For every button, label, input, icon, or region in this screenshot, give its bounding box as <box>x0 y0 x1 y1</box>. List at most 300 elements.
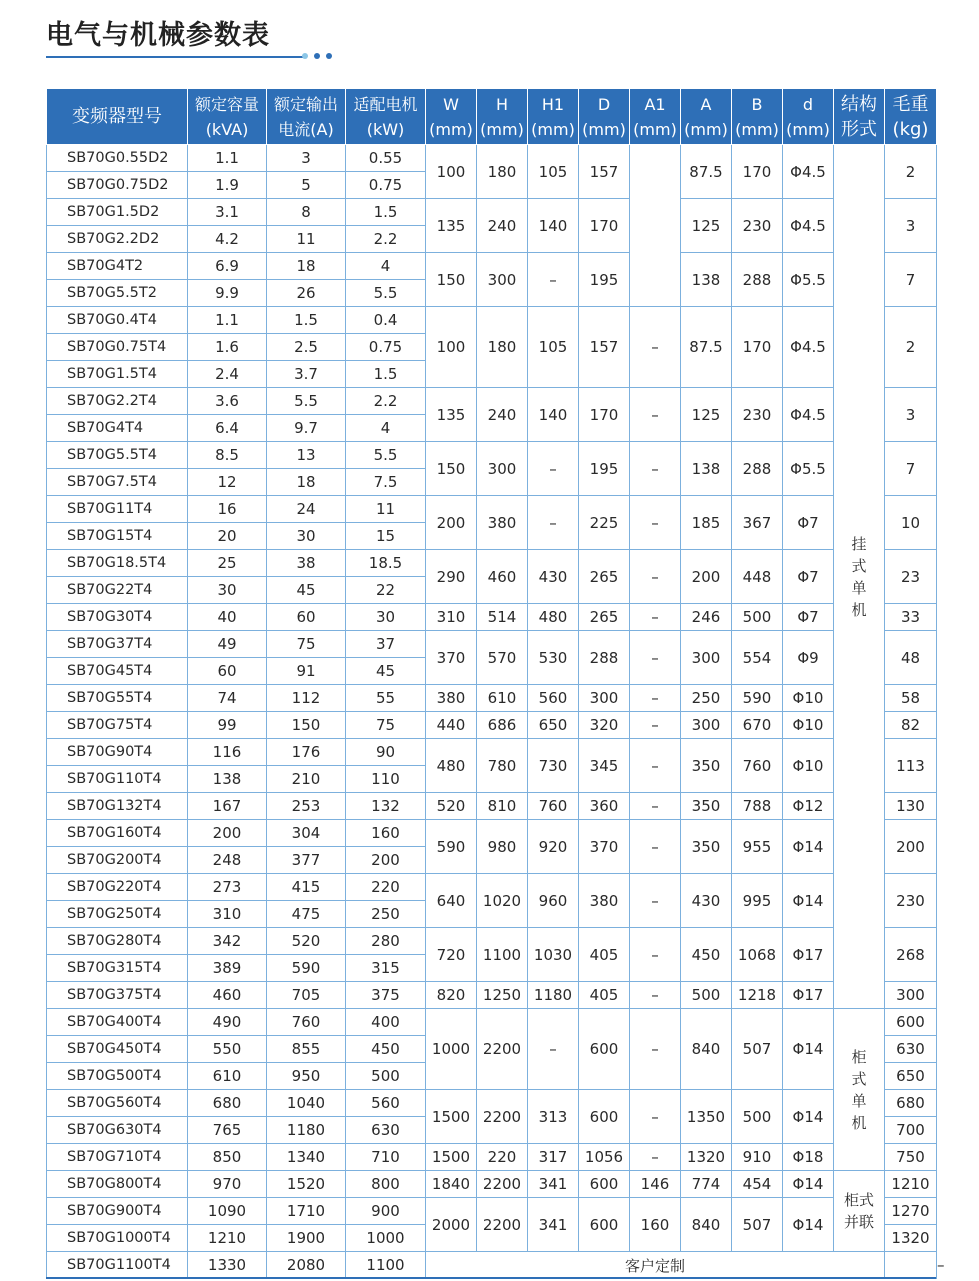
current-cell: 590 <box>267 955 346 982</box>
current-cell: 760 <box>267 1009 346 1036</box>
dim-W-cell: 290 <box>426 550 477 604</box>
bottom-rule <box>46 1277 936 1279</box>
table-row <box>47 739 937 766</box>
table-row <box>47 631 937 658</box>
dim-H-cell: 180 <box>477 145 528 199</box>
dim-B-cell: 670 <box>732 712 783 739</box>
capacity-cell: 60 <box>188 658 267 685</box>
current-cell: 8 <box>267 199 346 226</box>
table-row <box>47 388 937 415</box>
dim-d-cell: Φ17 <box>783 928 834 982</box>
title-underline <box>46 56 304 58</box>
weight-cell: 1320 <box>885 1225 937 1252</box>
capacity-cell: 9.9 <box>188 280 267 307</box>
table-row <box>47 1009 937 1036</box>
capacity-cell: 1.1 <box>188 145 267 172</box>
capacity-cell: 200 <box>188 820 267 847</box>
dim-d-cell: Φ4.5 <box>783 145 834 199</box>
dim-H1-cell: – <box>528 1009 579 1090</box>
capacity-cell: 6.9 <box>188 253 267 280</box>
dim-H1-cell: 960 <box>528 874 579 928</box>
motor-cell: 280 <box>346 928 426 955</box>
current-cell: 9.7 <box>267 415 346 442</box>
capacity-cell: 248 <box>188 847 267 874</box>
dim-d-cell: Φ14 <box>783 820 834 874</box>
dim-W-cell: 380 <box>426 685 477 712</box>
dim-D-cell: 600 <box>579 1171 630 1198</box>
weight-cell: 680 <box>885 1090 937 1117</box>
capacity-cell: 765 <box>188 1117 267 1144</box>
weight-cell: 48 <box>885 631 937 685</box>
model-cell: SB70G250T4 <box>47 901 188 928</box>
dim-A-cell: 125 <box>681 199 732 253</box>
header-current: 额定输出 电流(A) <box>267 89 346 145</box>
dim-A-cell: 250 <box>681 685 732 712</box>
dim-H-cell: 2200 <box>477 1171 528 1198</box>
current-cell: 30 <box>267 523 346 550</box>
model-cell: SB70G0.4T4 <box>47 307 188 334</box>
motor-cell: 1.5 <box>346 361 426 388</box>
table-row <box>47 1144 937 1171</box>
table-row <box>47 685 937 712</box>
dim-B-cell: 230 <box>732 388 783 442</box>
dim-A1-cell: – <box>630 982 681 1009</box>
dim-H-cell: 2200 <box>477 1090 528 1144</box>
dim-A1-cell: – <box>630 739 681 793</box>
dim-H-cell: 380 <box>477 496 528 550</box>
model-cell: SB70G4T2 <box>47 253 188 280</box>
dim-B-cell: 448 <box>732 550 783 604</box>
motor-cell: 450 <box>346 1036 426 1063</box>
model-cell: SB70G900T4 <box>47 1198 188 1225</box>
structure-label: 柜式 并联 <box>843 1191 874 1231</box>
dim-W-cell: 150 <box>426 442 477 496</box>
dim-H1-cell: – <box>528 253 579 307</box>
dim-A-cell: 350 <box>681 793 732 820</box>
header-motor: 适配电机 (kW) <box>346 89 426 145</box>
table-row <box>47 793 937 820</box>
dim-A-cell: 138 <box>681 253 732 307</box>
dim-d-cell: Φ10 <box>783 685 834 712</box>
current-cell: 1040 <box>267 1090 346 1117</box>
motor-cell: 200 <box>346 847 426 874</box>
dim-B-cell: 454 <box>732 1171 783 1198</box>
dim-D-cell: 195 <box>579 253 630 307</box>
model-cell: SB70G315T4 <box>47 955 188 982</box>
header-W: W (mm) <box>426 89 477 145</box>
weight-cell: 300 <box>885 982 937 1009</box>
capacity-cell: 970 <box>188 1171 267 1198</box>
model-cell: SB70G5.5T2 <box>47 280 188 307</box>
dim-H-cell: 980 <box>477 820 528 874</box>
current-cell: 705 <box>267 982 346 1009</box>
capacity-cell: 167 <box>188 793 267 820</box>
motor-cell: 0.75 <box>346 172 426 199</box>
dim-D-cell: 1056 <box>579 1144 630 1171</box>
capacity-cell: 1210 <box>188 1225 267 1252</box>
dim-W-cell: 1500 <box>426 1144 477 1171</box>
dim-H1-cell: 341 <box>528 1171 579 1198</box>
dim-D-cell: 288 <box>579 631 630 685</box>
dim-B-cell: 288 <box>732 442 783 496</box>
capacity-cell: 6.4 <box>188 415 267 442</box>
capacity-cell: 20 <box>188 523 267 550</box>
current-cell: 18 <box>267 469 346 496</box>
dim-W-cell: 135 <box>426 388 477 442</box>
dim-A1-blank-cell <box>630 145 681 307</box>
current-cell: 253 <box>267 793 346 820</box>
model-cell: SB70G55T4 <box>47 685 188 712</box>
weight-cell: 130 <box>885 793 937 820</box>
model-cell: SB70G400T4 <box>47 1009 188 1036</box>
motor-cell: 11 <box>346 496 426 523</box>
dim-D-cell: 170 <box>579 388 630 442</box>
dim-W-cell: 440 <box>426 712 477 739</box>
motor-cell: 2.2 <box>346 226 426 253</box>
header-D: D (mm) <box>579 89 630 145</box>
table-row <box>47 820 937 847</box>
dim-B-cell: 788 <box>732 793 783 820</box>
dim-W-cell: 100 <box>426 145 477 199</box>
current-cell: 60 <box>267 604 346 631</box>
current-cell: 24 <box>267 496 346 523</box>
dim-A-cell: 350 <box>681 739 732 793</box>
dim-H1-cell: 1030 <box>528 928 579 982</box>
custom-note-cell: 客户定制 <box>426 1252 885 1279</box>
motor-cell: 132 <box>346 793 426 820</box>
capacity-cell: 310 <box>188 901 267 928</box>
dim-H-cell: 1250 <box>477 982 528 1009</box>
dim-A-cell: 87.5 <box>681 307 732 388</box>
model-cell: SB70G1.5D2 <box>47 199 188 226</box>
current-cell: 1900 <box>267 1225 346 1252</box>
dim-A-cell: 450 <box>681 928 732 982</box>
dim-A1-cell: – <box>630 550 681 604</box>
table-row <box>47 550 937 577</box>
dim-H1-cell: 140 <box>528 388 579 442</box>
dim-A1-cell: – <box>630 442 681 496</box>
dim-H1-cell: 140 <box>528 199 579 253</box>
table-row <box>47 982 937 1009</box>
dim-B-cell: 500 <box>732 1090 783 1144</box>
dim-H-cell: 2200 <box>477 1198 528 1252</box>
dim-B-cell: 1068 <box>732 928 783 982</box>
current-cell: 11 <box>267 226 346 253</box>
capacity-cell: 25 <box>188 550 267 577</box>
capacity-cell: 1.1 <box>188 307 267 334</box>
capacity-cell: 4.2 <box>188 226 267 253</box>
model-cell: SB70G710T4 <box>47 1144 188 1171</box>
motor-cell: 1100 <box>346 1252 426 1279</box>
dim-A1-cell: – <box>630 307 681 388</box>
table-row <box>47 1090 937 1117</box>
current-cell: 210 <box>267 766 346 793</box>
dim-A1-cell: – <box>630 1009 681 1090</box>
header-B: B (mm) <box>732 89 783 145</box>
weight-cell: 58 <box>885 685 937 712</box>
dim-A1-cell: – <box>630 631 681 685</box>
dim-W-cell: 520 <box>426 793 477 820</box>
dim-D-cell: 265 <box>579 604 630 631</box>
dim-B-cell: 760 <box>732 739 783 793</box>
dim-H-cell: 300 <box>477 442 528 496</box>
dim-H-cell: 1100 <box>477 928 528 982</box>
dim-d-cell: Φ14 <box>783 1009 834 1090</box>
dim-A-cell: 774 <box>681 1171 732 1198</box>
spec-table-container <box>46 88 945 1279</box>
capacity-cell: 460 <box>188 982 267 1009</box>
dim-D-cell: 405 <box>579 982 630 1009</box>
dim-H1-cell: – <box>528 442 579 496</box>
dim-D-cell: 600 <box>579 1090 630 1144</box>
model-cell: SB70G2.2T4 <box>47 388 188 415</box>
capacity-cell: 850 <box>188 1144 267 1171</box>
dim-B-cell: 910 <box>732 1144 783 1171</box>
weight-cell: 10 <box>885 496 937 550</box>
capacity-cell: 680 <box>188 1090 267 1117</box>
dim-W-cell: 310 <box>426 604 477 631</box>
model-cell: SB70G90T4 <box>47 739 188 766</box>
dim-W-cell: 2000 <box>426 1198 477 1252</box>
capacity-cell: 30 <box>188 577 267 604</box>
dim-W-cell: 200 <box>426 496 477 550</box>
structure-label: 柜 式 单 机 <box>851 1047 867 1132</box>
dim-d-cell: Φ4.5 <box>783 307 834 388</box>
motor-cell: 22 <box>346 577 426 604</box>
dim-d-cell: Φ7 <box>783 604 834 631</box>
capacity-cell: 16 <box>188 496 267 523</box>
dim-B-cell: 1218 <box>732 982 783 1009</box>
table-row <box>47 496 937 523</box>
capacity-cell: 116 <box>188 739 267 766</box>
table-row <box>47 253 937 280</box>
dim-d-cell: Φ18 <box>783 1144 834 1171</box>
current-cell: 13 <box>267 442 346 469</box>
dim-H-cell: 240 <box>477 199 528 253</box>
weight-cell: 600 <box>885 1009 937 1036</box>
dim-A1-cell: – <box>630 874 681 928</box>
dim-d-cell: Φ4.5 <box>783 388 834 442</box>
dim-A-cell: 840 <box>681 1198 732 1252</box>
weight-cell: 650 <box>885 1063 937 1090</box>
dim-A-cell: 840 <box>681 1009 732 1090</box>
model-cell: SB70G200T4 <box>47 847 188 874</box>
capacity-cell: 550 <box>188 1036 267 1063</box>
motor-cell: 160 <box>346 820 426 847</box>
model-cell: SB70G1100T4 <box>47 1252 188 1279</box>
current-cell: 304 <box>267 820 346 847</box>
capacity-cell: 2.4 <box>188 361 267 388</box>
model-cell: SB70G45T4 <box>47 658 188 685</box>
current-cell: 3.7 <box>267 361 346 388</box>
dim-B-cell: 170 <box>732 145 783 199</box>
dim-H-cell: 686 <box>477 712 528 739</box>
dim-W-cell: 590 <box>426 820 477 874</box>
model-cell: SB70G1.5T4 <box>47 361 188 388</box>
header-row <box>47 89 937 145</box>
current-cell: 415 <box>267 874 346 901</box>
table-row <box>47 199 937 226</box>
dim-H-cell: 610 <box>477 685 528 712</box>
dim-H-cell: 570 <box>477 631 528 685</box>
model-cell: SB70G220T4 <box>47 874 188 901</box>
motor-cell: 375 <box>346 982 426 1009</box>
table-row <box>47 928 937 955</box>
weight-cell: 268 <box>885 928 937 982</box>
dim-D-cell: 345 <box>579 739 630 793</box>
dim-B-cell: 230 <box>732 199 783 253</box>
weight-cell: 700 <box>885 1117 937 1144</box>
model-cell: SB70G22T4 <box>47 577 188 604</box>
dim-A-cell: 500 <box>681 982 732 1009</box>
motor-cell: 5.5 <box>346 442 426 469</box>
dim-A-cell: 430 <box>681 874 732 928</box>
weight-cell: 1210 <box>885 1171 937 1198</box>
table-row <box>47 1171 937 1198</box>
dim-H-cell: 1020 <box>477 874 528 928</box>
weight-cell: 230 <box>885 874 937 928</box>
dim-A1-cell: – <box>630 1090 681 1144</box>
model-cell: SB70G0.75D2 <box>47 172 188 199</box>
header-model: 变频器型号 <box>47 89 188 145</box>
dim-d-cell: Φ5.5 <box>783 442 834 496</box>
dim-H-cell: 220 <box>477 1144 528 1171</box>
dim-H-cell: 514 <box>477 604 528 631</box>
dim-D-cell: 265 <box>579 550 630 604</box>
dim-H1-cell: 530 <box>528 631 579 685</box>
capacity-cell: 8.5 <box>188 442 267 469</box>
structure-cell <box>885 1252 937 1279</box>
dim-W-cell: 135 <box>426 199 477 253</box>
dim-A1-cell: – <box>630 604 681 631</box>
dim-D-cell: 157 <box>579 307 630 388</box>
dim-d-cell: Φ10 <box>783 739 834 793</box>
dim-B-cell: 507 <box>732 1009 783 1090</box>
model-cell: SB70G4T4 <box>47 415 188 442</box>
dim-D-cell: 170 <box>579 199 630 253</box>
capacity-cell: 138 <box>188 766 267 793</box>
dim-A-cell: 300 <box>681 631 732 685</box>
dim-H1-cell: 105 <box>528 145 579 199</box>
model-cell: SB70G280T4 <box>47 928 188 955</box>
capacity-cell: 273 <box>188 874 267 901</box>
spec-table <box>46 88 945 1279</box>
header-structure: 结构 形式 <box>834 89 885 145</box>
header-A1: A1 (mm) <box>630 89 681 145</box>
model-cell: SB70G160T4 <box>47 820 188 847</box>
dim-A-cell: 350 <box>681 820 732 874</box>
table-row: SB70G1100T4 1330 2080 1100 客户定制 – <box>47 1252 937 1279</box>
current-cell: 38 <box>267 550 346 577</box>
model-cell: SB70G7.5T4 <box>47 469 188 496</box>
motor-cell: 710 <box>346 1144 426 1171</box>
capacity-cell: 40 <box>188 604 267 631</box>
dim-A1-cell: – <box>630 793 681 820</box>
current-cell: 1.5 <box>267 307 346 334</box>
motor-cell: 1.5 <box>346 199 426 226</box>
dim-D-cell: 600 <box>579 1009 630 1090</box>
dim-d-cell: Φ7 <box>783 496 834 550</box>
current-cell: 5.5 <box>267 388 346 415</box>
motor-cell: 45 <box>346 658 426 685</box>
motor-cell: 4 <box>346 415 426 442</box>
current-cell: 1180 <box>267 1117 346 1144</box>
current-cell: 377 <box>267 847 346 874</box>
dim-B-cell: 500 <box>732 604 783 631</box>
dim-d-cell: Φ14 <box>783 1171 834 1198</box>
dim-A1-cell: – <box>630 1144 681 1171</box>
page-title: 电气与机械参数表 <box>46 20 270 51</box>
weight-cell: 200 <box>885 820 937 874</box>
weight-cell: 7 <box>885 253 937 307</box>
motor-cell: 500 <box>346 1063 426 1090</box>
motor-cell: 900 <box>346 1198 426 1225</box>
dim-D-cell: 600 <box>579 1198 630 1252</box>
structure-cell <box>834 145 885 1009</box>
dim-H1-cell: 730 <box>528 739 579 793</box>
motor-cell: 800 <box>346 1171 426 1198</box>
dim-d-cell: Φ5.5 <box>783 253 834 307</box>
model-cell: SB70G5.5T4 <box>47 442 188 469</box>
dim-D-cell: 157 <box>579 145 630 199</box>
dim-d-cell: Φ7 <box>783 550 834 604</box>
dim-D-cell: 300 <box>579 685 630 712</box>
current-cell: 75 <box>267 631 346 658</box>
weight-cell: 82 <box>885 712 937 739</box>
current-cell: 45 <box>267 577 346 604</box>
dim-H-cell: 460 <box>477 550 528 604</box>
dim-H1-cell: 317 <box>528 1144 579 1171</box>
motor-cell: 400 <box>346 1009 426 1036</box>
dim-W-cell: 720 <box>426 928 477 982</box>
dim-A1-cell: – <box>630 685 681 712</box>
dim-A1-cell: – <box>630 712 681 739</box>
model-cell: SB70G0.75T4 <box>47 334 188 361</box>
motor-cell: 15 <box>346 523 426 550</box>
dim-B-cell: 507 <box>732 1198 783 1252</box>
dim-H1-cell: 313 <box>528 1090 579 1144</box>
weight-cell: 2 <box>885 307 937 388</box>
current-cell: 1710 <box>267 1198 346 1225</box>
model-cell: SB70G75T4 <box>47 712 188 739</box>
dim-A1-cell: – <box>630 928 681 982</box>
current-cell: 112 <box>267 685 346 712</box>
structure-label: 挂 式 单 机 <box>851 534 867 619</box>
dim-H-cell: 180 <box>477 307 528 388</box>
dim-d-cell: Φ9 <box>783 631 834 685</box>
dim-H1-cell: 1180 <box>528 982 579 1009</box>
motor-cell: 5.5 <box>346 280 426 307</box>
dim-d-cell: Φ4.5 <box>783 199 834 253</box>
structure-cell <box>834 1009 885 1171</box>
dim-d-cell: Φ10 <box>783 712 834 739</box>
dim-D-cell: 195 <box>579 442 630 496</box>
current-cell: 475 <box>267 901 346 928</box>
capacity-cell: 49 <box>188 631 267 658</box>
dim-H-cell: 2200 <box>477 1009 528 1090</box>
dim-H1-cell: 650 <box>528 712 579 739</box>
dim-H-cell: 780 <box>477 739 528 793</box>
dim-A1-cell: 160 <box>630 1198 681 1252</box>
weight-cell: 2 <box>885 145 937 199</box>
current-cell: 1520 <box>267 1171 346 1198</box>
motor-cell: 55 <box>346 685 426 712</box>
dim-H1-cell: 341 <box>528 1198 579 1252</box>
model-cell: SB70G450T4 <box>47 1036 188 1063</box>
dim-A-cell: 125 <box>681 388 732 442</box>
table-row <box>47 874 937 901</box>
capacity-cell: 490 <box>188 1009 267 1036</box>
